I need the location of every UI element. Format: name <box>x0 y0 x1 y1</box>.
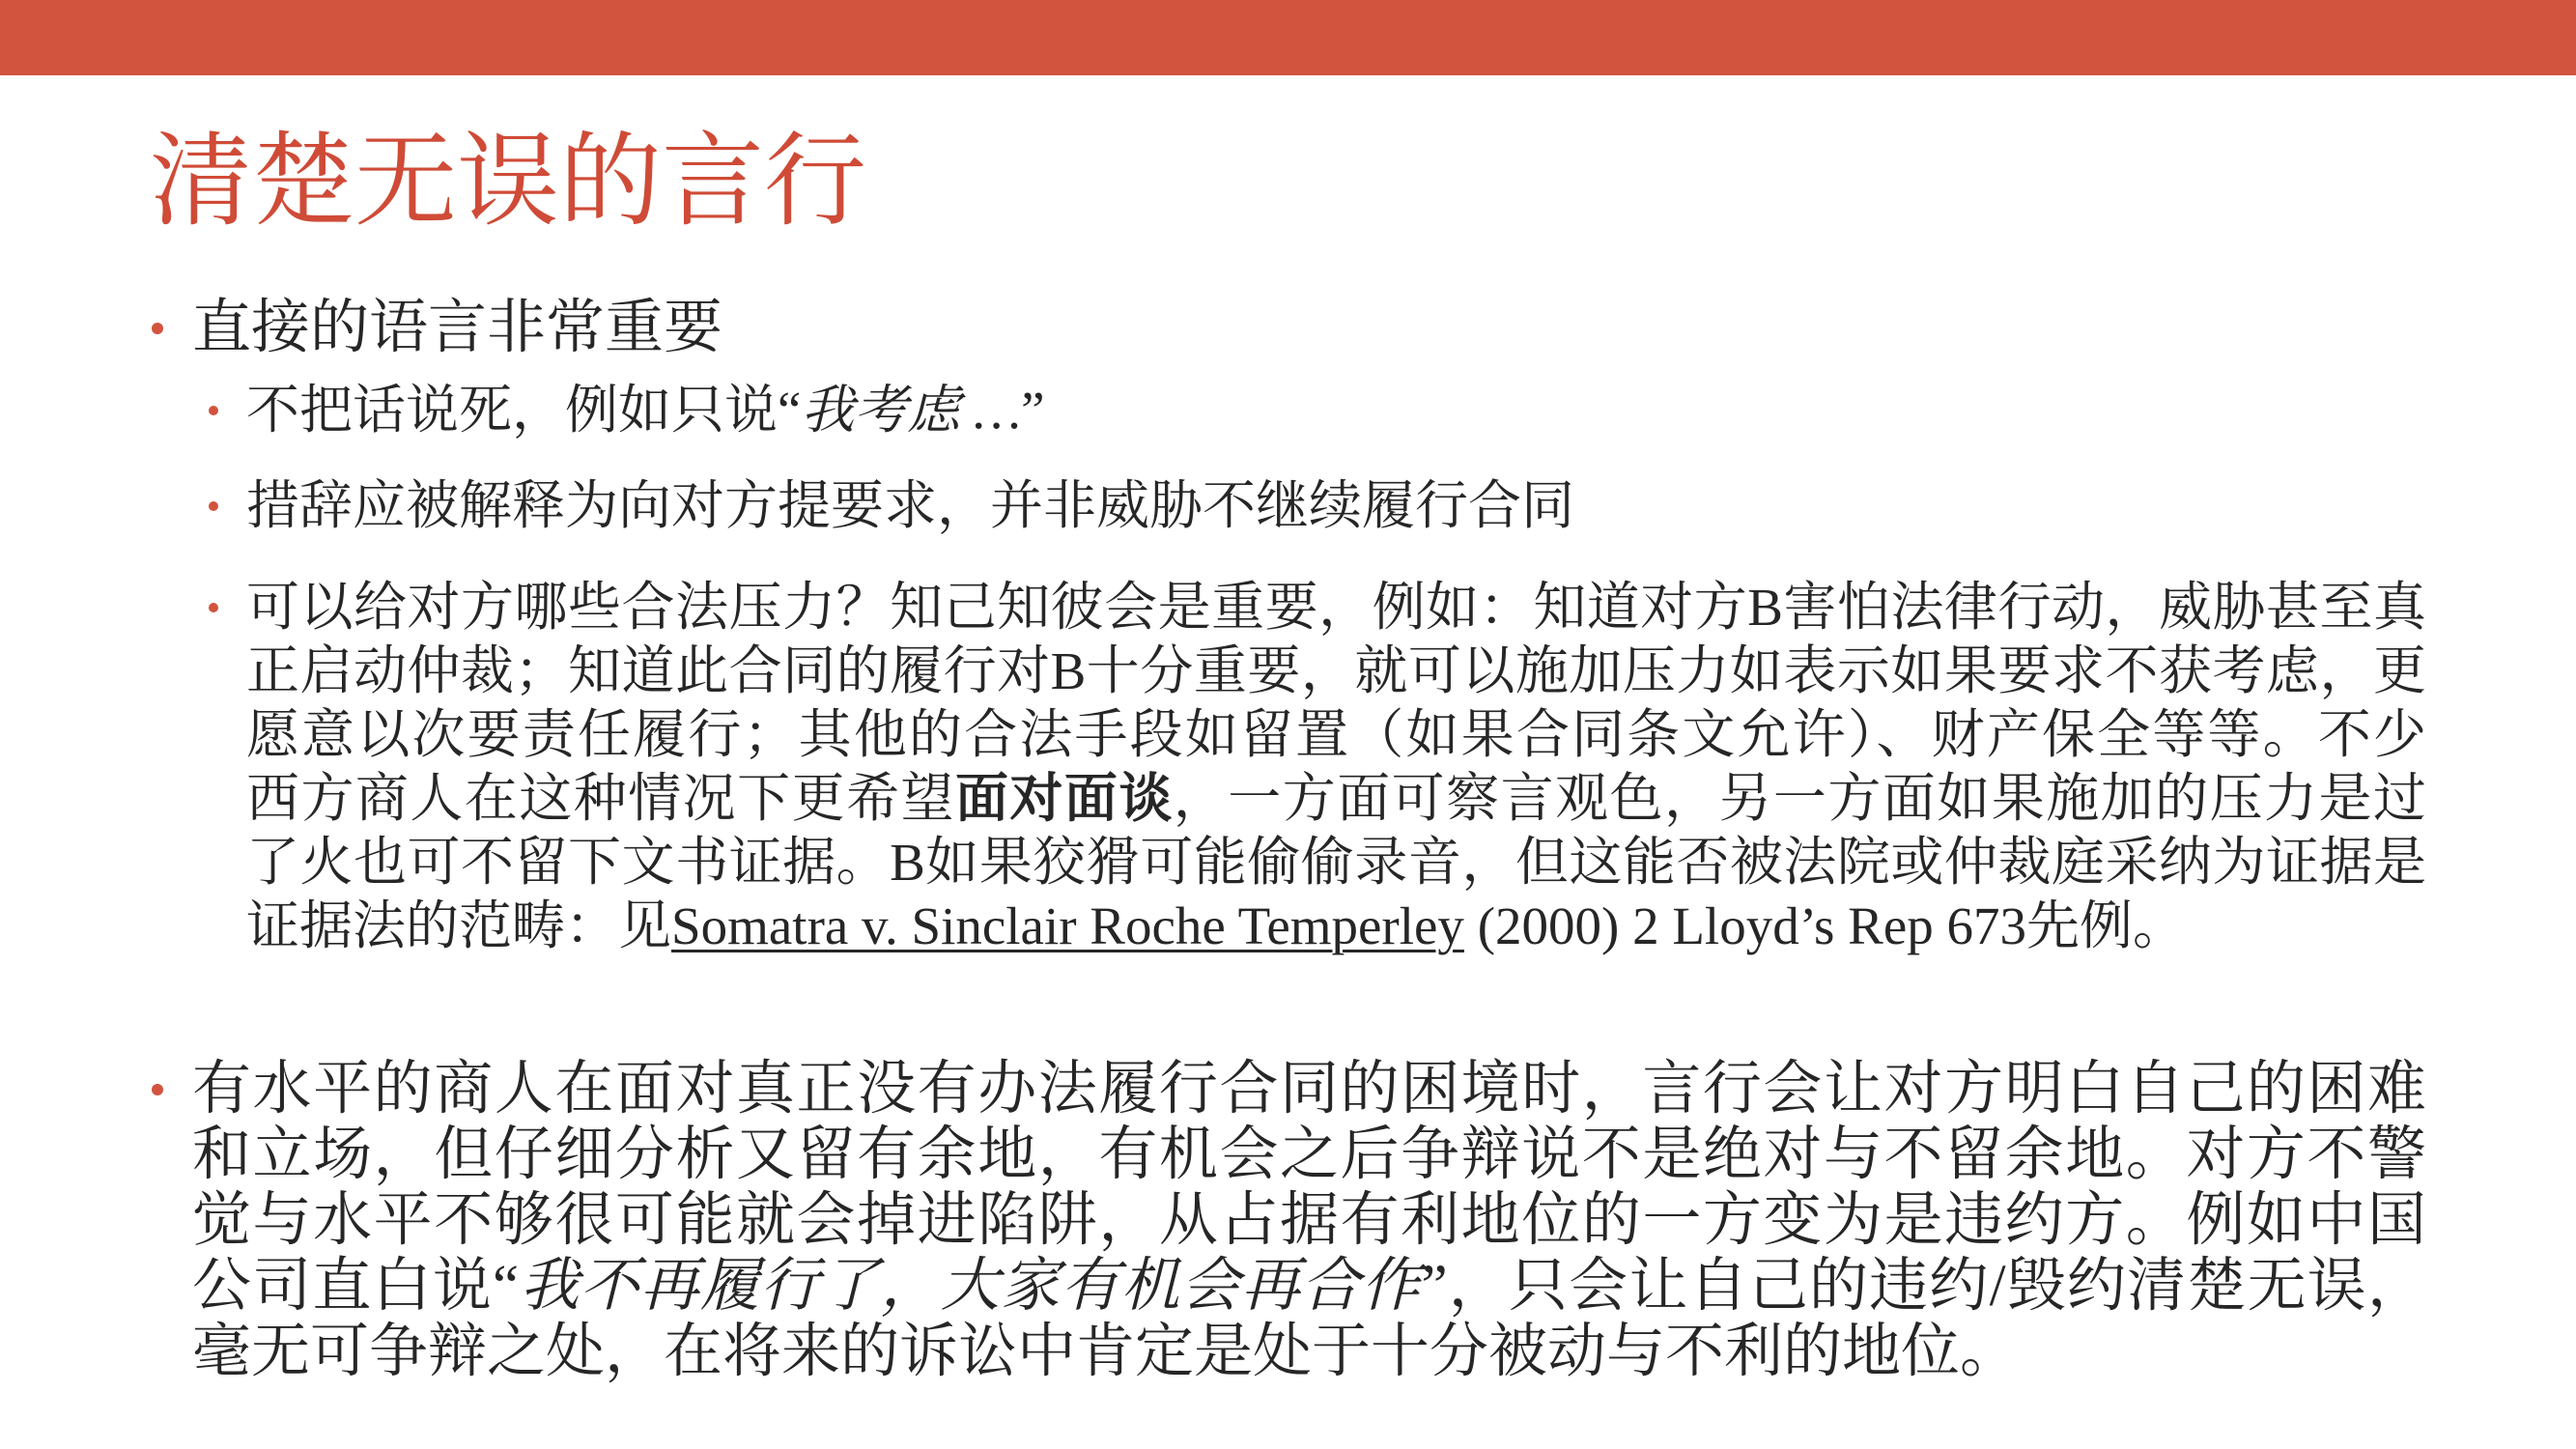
line-text: 西方商人在这种情况下更希望 <box>246 769 955 828</box>
paragraph-line <box>192 1254 2426 1320</box>
paragraph-line: 可以给对方哪些合法压力？知己知彼会是重要，例如：知道对方B害怕法律行动，威胁甚至真 <box>246 578 2426 637</box>
subpoint-1b: 措辞应被解释为向对方提要求，并非威胁不继续履行合同 <box>246 476 1575 535</box>
point-1-text: 直接的语言非常重要 <box>192 296 723 360</box>
subpoint-1a <box>246 379 2426 442</box>
paragraph-line <box>246 767 2426 831</box>
header-accent-bar <box>0 0 2576 75</box>
point-2 <box>192 1057 2426 1385</box>
bullet-icon <box>209 603 218 612</box>
paragraph-line: 正启动仲裁；知道此合同的履行对B十分重要，就可以施加压力如表示如果要求不获考虑，更 <box>246 641 2426 700</box>
line-text: ”，只会让自己的违约/毁约清楚无误， <box>1421 1254 2427 1319</box>
line-text: 证据法的范畴：见 <box>246 896 672 955</box>
closing-quote: ” <box>1021 381 1045 440</box>
bullet-icon <box>152 323 163 334</box>
subpoint-1a-text: 不把话说死，例如只说“ <box>246 381 802 440</box>
paragraph-line: 毫无可争辩之处，在将来的诉讼中肯定是处于十分被动与不利的地位。 <box>192 1320 2020 1384</box>
paragraph-line: 觉与水平不够很可能就会掉进陷阱，从占据有利地位的一方变为是违约方。例如中国 <box>192 1188 2426 1253</box>
emphasis-text: 面对面谈 <box>955 769 1174 828</box>
paragraph-line <box>246 895 2426 958</box>
paragraph-line: 了火也可不留下文书证据。B如果狡猾可能偷偷录音，但这能否被法院或仲裁庭采纳为证据是 <box>246 833 2426 892</box>
line-text: ，一方面可察言观色，另一方面如果施加的压力是过 <box>1173 769 2426 828</box>
subpoint-1c <box>246 576 2426 958</box>
paragraph-line: 愿意以次要责任履行；其他的合法手段如留置（如果合同条文允许）、财产保全等等。不少 <box>246 705 2426 764</box>
citation-reference: (2000) 2 Lloyd’s Rep 673先例。 <box>1463 896 2186 955</box>
slide-title: 清楚无误的言行 <box>150 126 866 239</box>
bullet-icon <box>152 1084 163 1095</box>
case-citation: Somatra v. Sinclair Roche Temperley <box>671 896 1464 955</box>
bullet-icon <box>209 501 218 511</box>
paragraph-line: 和立场，但仔细分析又留有余地，有机会之后争辩说不是绝对与不留余地。对方不警 <box>192 1122 2426 1187</box>
bullet-icon <box>209 406 218 415</box>
quoted-phrase: 我不再履行了，大家有机会再合作 <box>519 1254 1422 1319</box>
quoted-phrase: 我考虑 … <box>801 381 1022 440</box>
line-text: 公司直白说“ <box>192 1254 520 1319</box>
paragraph-line: 有水平的商人在面对真正没有办法履行合同的困境时，言行会让对方明白自己的困难 <box>192 1057 2426 1122</box>
